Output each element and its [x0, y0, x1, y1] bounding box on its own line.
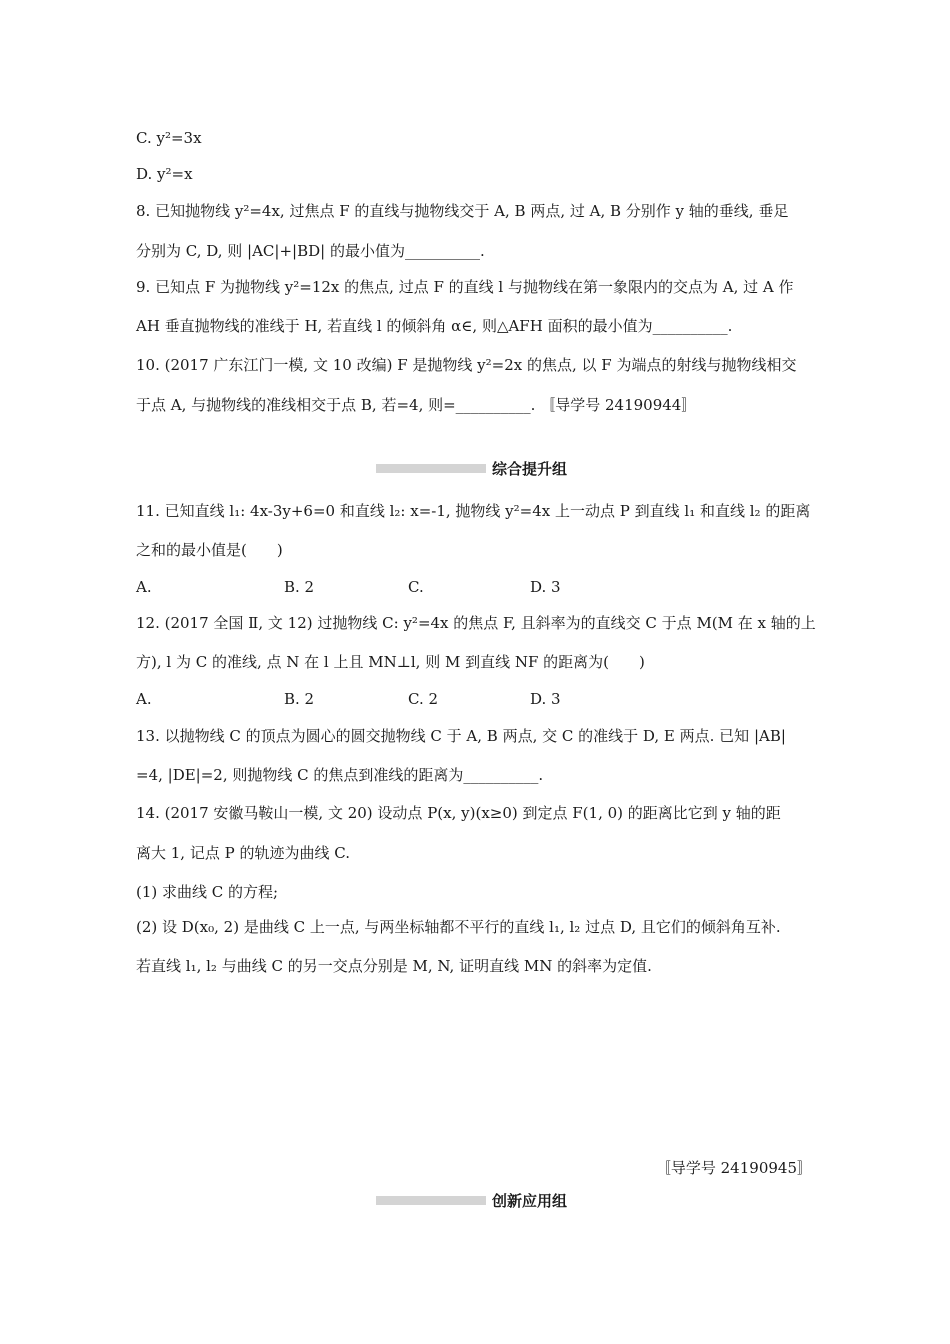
reference-number: 〚导学号 24190945〛 [655, 1159, 812, 1177]
option-a: A. [136, 578, 152, 596]
question-14-line-1: 14. (2017 安徽马鞍山一模, 文 20) 设动点 P(x, y)(x≥0) 到定点 F(1, 0) 的距离比它到 y 轴的距 [136, 804, 781, 822]
option-c: C. 2 [408, 690, 439, 708]
question-9-line-1: 9. 已知点 F 为抛物线 y²=12x 的焦点, 过点 F 的直线 l 与抛物线在第一象限内的交点为 A, 过 A 作 [136, 278, 794, 296]
option-b: B. 2 [284, 690, 315, 708]
question-11-options [136, 577, 816, 597]
question-12-line-1: 12. (2017 全国 Ⅱ, 文 12) 过抛物线 C: y²=4x 的焦点 F, 且斜率为的直线交 C 于点 M(M 在 x 轴的上 [136, 614, 816, 632]
question-14-part-2-line-2: 若直线 l₁, l₂ 与曲线 C 的另一交点分别是 M, N, 证明直线 MN 的斜率为定值. [136, 957, 652, 975]
question-9-line-2: AH 垂直抛物线的准线于 H, 若直线 l 的倾斜角 α∈, 则△AFH 面积的最小值为__________. [136, 317, 733, 335]
section-bar [376, 464, 486, 473]
section-bar [376, 1196, 486, 1205]
question-11-line-2: 之和的最小值是( ) [136, 541, 283, 559]
question-12-options [136, 689, 816, 709]
section-header-comprehensive [376, 459, 816, 479]
option-c: C. [408, 578, 424, 596]
option-c-line: C. y²=3x [136, 129, 202, 147]
question-13-line-1: 13. 以抛物线 C 的顶点为圆心的圆交抛物线 C 于 A, B 两点, 交 C 的准线于 D, E 两点. 已知 |AB| [136, 727, 786, 745]
option-d: D. 3 [530, 690, 561, 708]
question-12-line-2: 方), l 为 C 的准线, 点 N 在 l 上且 MN⊥l, 则 M 到直线 NF 的距离为( ) [136, 653, 645, 671]
section-title: 综合提升组 [492, 460, 568, 478]
section-header-innovation [376, 1191, 816, 1211]
option-a: A. [136, 690, 152, 708]
question-14-part-2-line-1: (2) 设 D(x₀, 2) 是曲线 C 上一点, 与两坐标轴都不平行的直线 l₁, l₂ 过点 D, 且它们的倾斜角互补. [136, 918, 781, 936]
option-d-line: D. y²=x [136, 165, 193, 183]
option-b: B. 2 [284, 578, 315, 596]
question-13-line-2: =4, |DE|=2, 则抛物线 C 的焦点到准线的距离为__________. [136, 766, 544, 784]
question-10-line-2: 于点 A, 与抛物线的准线相交于点 B, 若=4, 则=__________. 〚导学号 24190944〛 [136, 396, 697, 414]
question-14-part-1: (1) 求曲线 C 的方程; [136, 883, 279, 901]
question-10-line-1: 10. (2017 广东江门一模, 文 10 改编) F 是抛物线 y²=2x 的焦点, 以 F 为端点的射线与抛物线相交 [136, 356, 797, 374]
section-title: 创新应用组 [492, 1192, 568, 1210]
option-d: D. 3 [530, 578, 561, 596]
question-14-line-2: 离大 1, 记点 P 的轨迹为曲线 C. [136, 844, 350, 862]
question-8-line-1: 8. 已知抛物线 y²=4x, 过焦点 F 的直线与抛物线交于 A, B 两点, 过 A, B 分别作 y 轴的垂线, 垂足 [136, 202, 789, 220]
question-11-line-1: 11. 已知直线 l₁: 4x-3y+6=0 和直线 l₂: x=-1, 抛物线 y²=4x 上一动点 P 到直线 l₁ 和直线 l₂ 的距离 [136, 502, 811, 520]
question-8-line-2: 分别为 C, D, 则 |AC|+|BD| 的最小值为__________. [136, 242, 485, 260]
